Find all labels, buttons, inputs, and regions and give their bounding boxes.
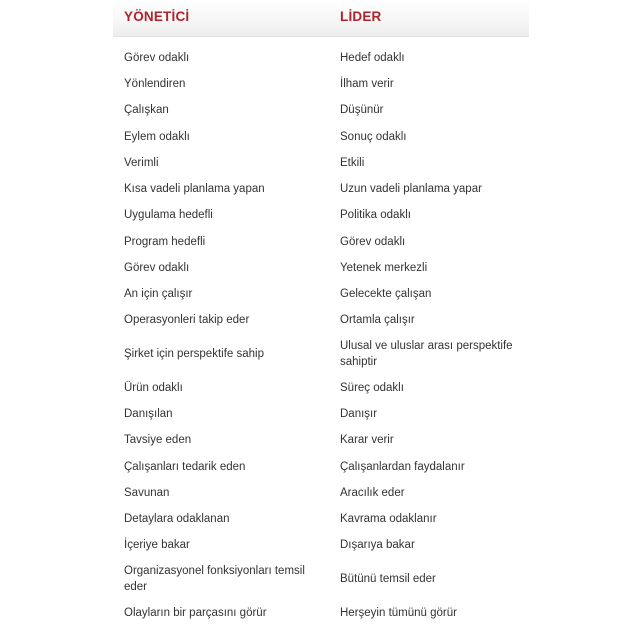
cell-yonetici: Danışılan <box>124 408 173 420</box>
cell-yonetici: Ürün odaklı <box>124 382 183 394</box>
cell-lider: Ulusal ve uluslar arası perspektife sahiptir <box>340 340 513 368</box>
cell-lider: Çalışanlardan faydalanır <box>340 461 465 473</box>
cell-yonetici: Yönlendiren <box>124 78 186 90</box>
cell-yonetici: Tavsiye eden <box>124 434 192 446</box>
cell-lider: Gelecekte çalışan <box>340 288 432 300</box>
cell-lider: Sonuç odaklı <box>340 131 407 143</box>
cell-lider: Yetenek merkezli <box>340 262 428 274</box>
cell-lider: Düşünür <box>340 104 384 116</box>
cell-yonetici: Uygulama hedefli <box>124 209 213 221</box>
cell-yonetici: Görev odaklı <box>124 52 190 64</box>
cell-yonetici: Savunan <box>124 487 170 499</box>
cell-yonetici: Program hedefli <box>124 236 206 248</box>
cell-lider: Uzun vadeli planlama yapar <box>340 183 482 195</box>
cell-yonetici: İçeriye bakar <box>124 539 190 551</box>
cell-yonetici: Kısa vadeli planlama yapan <box>124 183 265 195</box>
cell-yonetici: Operasyonleri takip eder <box>124 314 250 326</box>
cell-lider: Politika odaklı <box>340 209 411 221</box>
cell-yonetici: Görev odaklı <box>124 262 190 274</box>
cell-yonetici: An için çalışır <box>124 288 193 300</box>
cell-yonetici: Detaylara odaklanan <box>124 513 230 525</box>
cell-lider: Bütünü temsil eder <box>340 573 436 585</box>
header-yonetici: YÖNETİCİ <box>124 9 190 24</box>
cell-lider: Ortamla çalışır <box>340 314 415 326</box>
cell-yonetici: Organizasyonel fonksiyonları temsil eder <box>124 565 305 593</box>
cell-lider: Karar verir <box>340 434 394 446</box>
cell-yonetici: Şirket için perspektife sahip <box>124 348 264 360</box>
cell-lider: Kavrama odaklanır <box>340 513 437 525</box>
header-lider: LİDER <box>340 9 382 24</box>
cell-yonetici: Çalışanları tedarik eden <box>124 461 246 473</box>
cell-lider: Herşeyin tümünü görür <box>340 607 457 619</box>
cell-lider: Etkili <box>340 157 365 169</box>
cell-lider: Görev odaklı <box>340 236 406 248</box>
cell-lider: Süreç odaklı <box>340 382 404 394</box>
cell-yonetici: Olayların bir parçasını görür <box>124 607 267 619</box>
cell-yonetici: Çalışkan <box>124 104 169 116</box>
cell-yonetici: Eylem odaklı <box>124 131 190 143</box>
cell-lider: Aracılık eder <box>340 487 405 499</box>
table-header <box>113 0 529 37</box>
cell-lider: Danışır <box>340 408 378 420</box>
cell-lider: İlham verir <box>340 78 394 90</box>
cell-lider: Hedef odaklı <box>340 52 405 64</box>
cell-yonetici: Verimli <box>124 157 159 169</box>
comparison-table <box>113 0 529 619</box>
cell-lider: Dışarıya bakar <box>340 539 415 551</box>
